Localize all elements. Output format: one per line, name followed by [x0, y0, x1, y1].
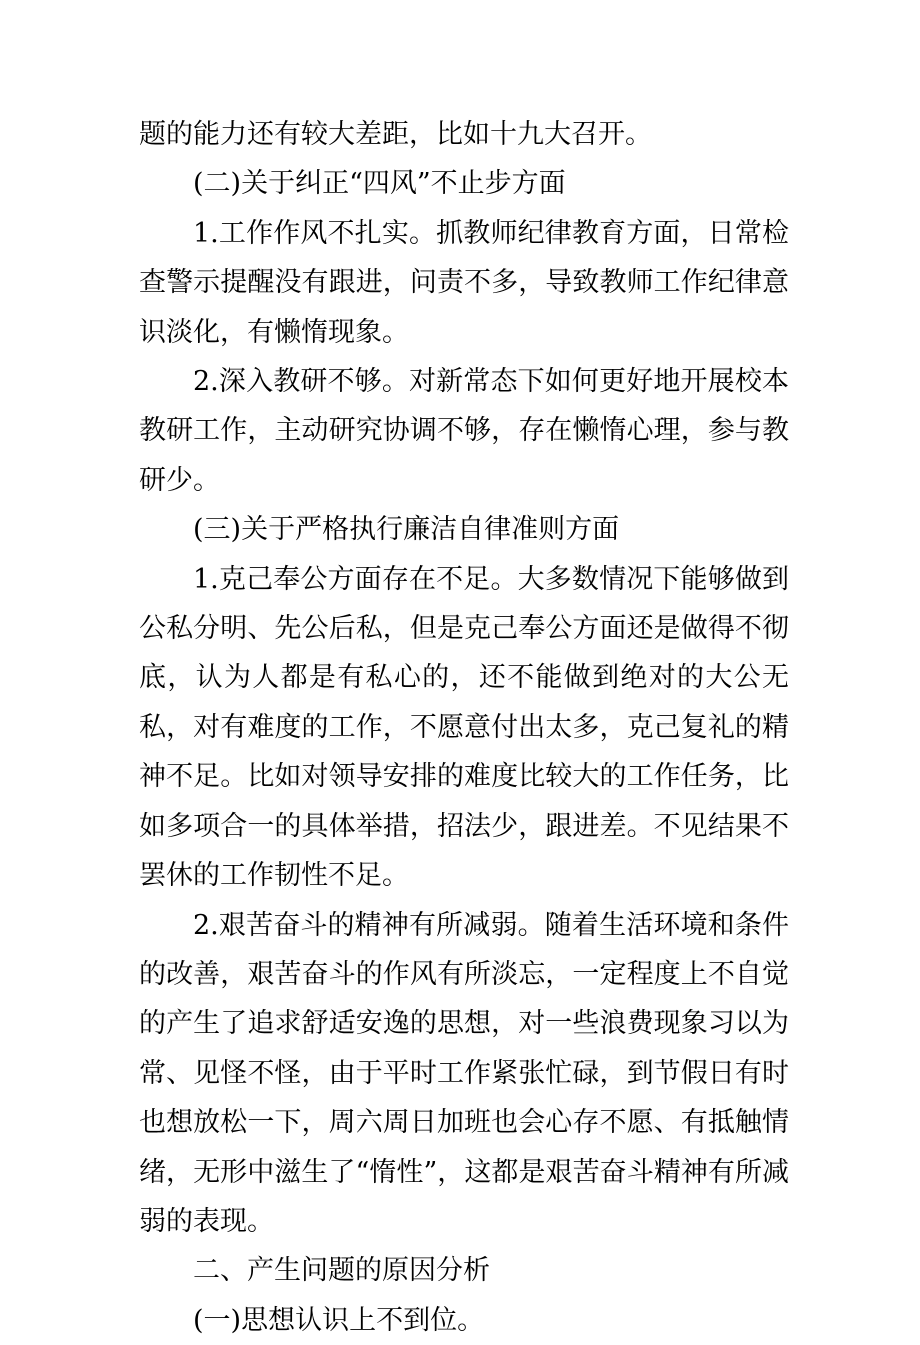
paragraph-work-style: 1.工作作风不扎实。抓教师纪律教育方面，日常检查警示提醒没有跟进，问责不多，导致教师工作纪律意识淡化，有懒惰现象。 — [139, 217, 789, 348]
document-body — [139, 110, 789, 1345]
section-heading-one: (一)思想认识上不到位。 — [193, 1304, 485, 1336]
section-heading-three: (三)关于严格执行廉洁自律准则方面 — [193, 514, 620, 546]
section-heading-two: (二)关于纠正“四风”不止步方面 — [193, 168, 566, 200]
paragraph-continuation: 题的能力还有较大差距，比如十九大召开。 — [139, 119, 652, 150]
paragraph-public-service: 1.克己奉公方面存在不足。大多数情况下能够做到公私分明、先公后私，但是克己奉公方面还是做得不彻底，认为人都是有私心的，还不能做到绝对的大公无私，对有难度的工作，不愿意付出太多，克己复礼的精神不足。比如对领导安排的难度比较大的工作任务，比如多项合一的具体举措，招法少，跟进差。不见结果不罢休的工作韧性不足。 — [139, 563, 789, 892]
paragraph-hard-work-spirit: 2.艰苦奋斗的精神有所减弱。随着生活环境和条件的改善，艰苦奋斗的作风有所淡忘，一定程度上不自觉的产生了追求舒适安逸的思想，对一些浪费现象习以为常、见怪不怪，由于平时工作紧张忙碌，到节假日有时也想放松一下，周六周日加班也会心存不愿、有抵触情绪，无形中滋生了“惰性”，这都是艰苦奋斗精神有所减弱的表现。 — [139, 909, 789, 1237]
paragraph-teaching-research: 2.深入教研不够。对新常态下如何更好地开展校本教研工作，主动研究协调不够，存在懒惰心理，参与教研少。 — [139, 366, 789, 496]
chapter-heading-causes: 二、产生问题的原因分析 — [193, 1255, 490, 1287]
